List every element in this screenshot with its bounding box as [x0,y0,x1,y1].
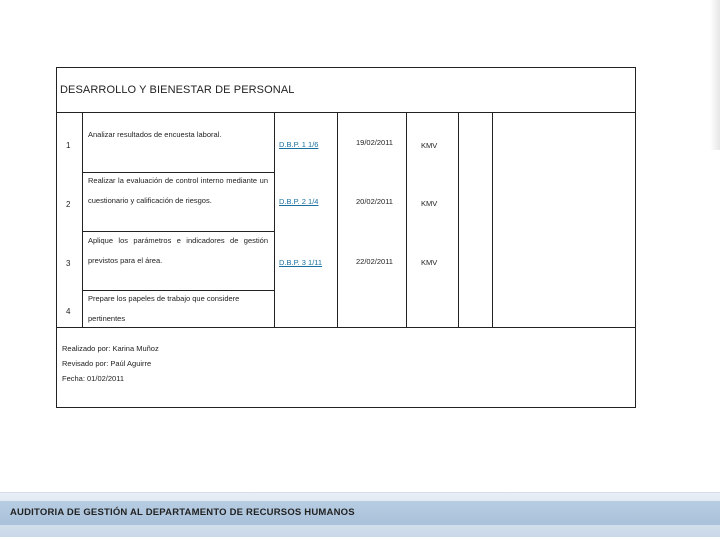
footer-banner [0,492,720,537]
table-divider [337,112,338,327]
row-initials: KMV [421,141,438,150]
table-divider [406,112,407,327]
banner-title: AUDITORIA DE GESTIÓN AL DEPARTAMENTO DE RECURSOS HUMANOS [10,507,355,518]
row-number: 3 [66,259,71,268]
row-number: 2 [66,200,71,209]
section-title: DESARROLLO Y BIENESTAR DE PERSONAL [60,84,295,96]
row-description: Realizar la evaluación de control interno mediante un cuestionario y calificación de riesgos. [88,176,268,205]
row-date: 19/02/2011 [356,138,393,147]
table-divider [458,112,459,327]
prepared-by: Realizado por: Karina Muñoz [62,344,159,353]
row-initials: KMV [421,199,438,208]
row-description: Analizar resultados de encuesta laboral. [88,130,222,139]
row-initials: KMV [421,258,438,267]
row-reference-link[interactable]: D.B.P. 3 1/11 [279,258,323,267]
table-divider [56,112,636,113]
reviewed-by: Revisado por: Paúl Aguirre [62,359,152,368]
row-date: 20/02/2011 [356,197,393,206]
table-divider [274,112,275,327]
row-description: Prepare los papeles de trabajo que considere pertinentes [88,294,240,323]
row-date: 22/02/2011 [356,257,393,266]
table-divider [492,112,493,327]
row-reference-link[interactable]: D.B.P. 2 1/4 [279,197,319,206]
row-description: Aplique los parámetros e indicadores de gestión previstos para el área. [88,236,268,265]
row-reference-link[interactable]: D.B.P. 1 1/6 [279,140,319,149]
footer-date: Fecha: 01/02/2011 [62,374,124,383]
banner-band [0,501,720,525]
page-edge-shadow [710,0,720,150]
table-divider [82,112,83,327]
row-number: 4 [66,307,71,316]
row-number: 1 [66,141,71,150]
